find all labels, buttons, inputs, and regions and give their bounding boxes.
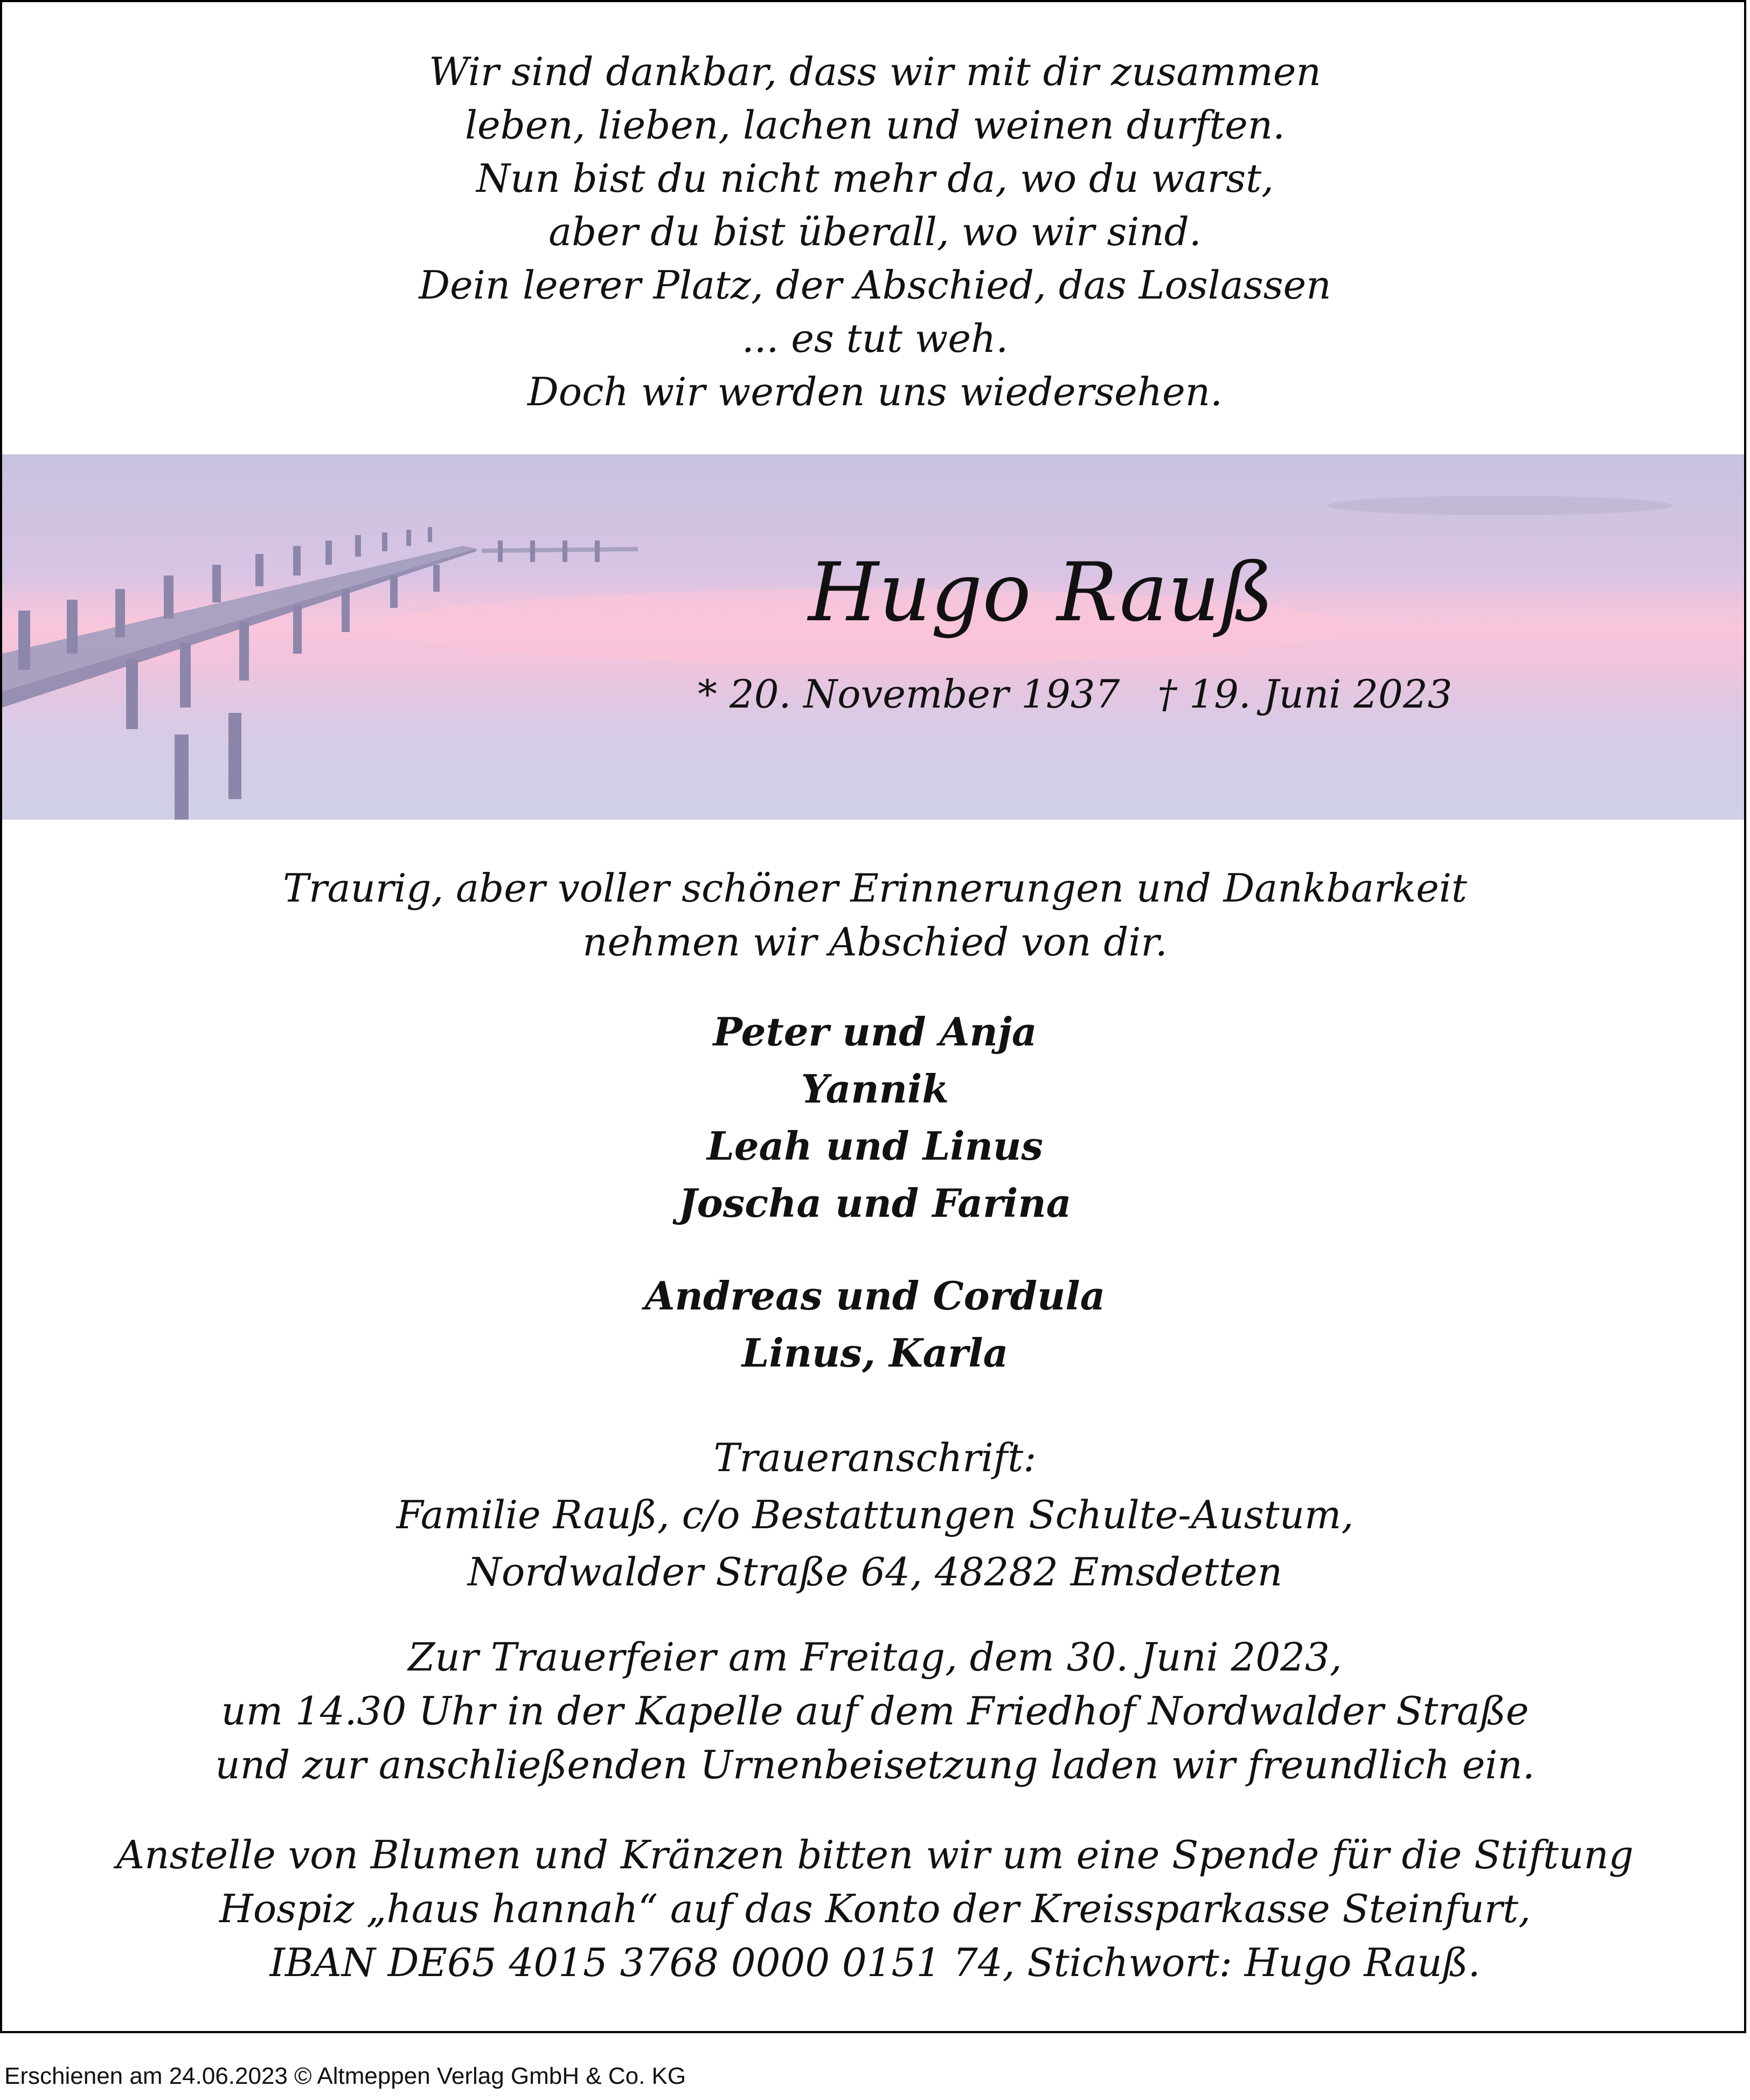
mourners-group-2: [0, 1267, 1750, 1382]
donation-line: Hospiz „haus hannah“ auf das Konto der Kreissparkasse Steinfurt,: [219, 1886, 1531, 1931]
donation-line: Anstelle von Blumen und Kränzen bitten wir um eine Spende für die Stiftung: [116, 1832, 1634, 1877]
address-line: Nordwalder Straße 64, 48282 Emsdetten: [467, 1549, 1283, 1595]
mourner-name: Leah und Linus: [707, 1123, 1043, 1169]
poem-line: aber du bist überall, wo wir sind.: [548, 209, 1202, 254]
poem-line: Dein leerer Platz, der Abschied, das Loslassen: [419, 262, 1331, 308]
mourner-name: Peter und Anja: [713, 1009, 1037, 1055]
address-line: Familie Rauß, c/o Bestattungen Schulte-Austum,: [396, 1492, 1354, 1537]
mourner-name: Joscha und Farina: [678, 1180, 1072, 1226]
mourner-name: Andreas und Cordula: [644, 1273, 1106, 1319]
donation-request: [0, 1828, 1750, 1990]
donation-line: IBAN DE65 4015 3768 0000 0151 74, Stichwort: Hugo Rauß.: [269, 1940, 1481, 1985]
intro-line: nehmen wir Abschied von dir.: [582, 919, 1168, 965]
deceased-name: Hugo Rauß: [808, 546, 1274, 640]
farewell-intro: [0, 861, 1750, 969]
mourners-group-1: [0, 1003, 1750, 1232]
service-line: und zur anschließenden Urnenbeisetzung laden wir freundlich ein.: [215, 1742, 1535, 1787]
poem-line: Nun bist du nicht mehr da, wo du warst,: [476, 156, 1274, 201]
funeral-service-info: [0, 1630, 1750, 1792]
publication-footer: Erschienen am 24.06.2023 © Altmeppen Verlag GmbH & Co. KG: [4, 2063, 686, 2089]
birth-date: * 20. November 1937: [698, 671, 1120, 717]
service-line: um 14.30 Uhr in der Kapelle auf dem Friedhof Nordwalder Straße: [221, 1688, 1529, 1734]
poem: [0, 45, 1750, 419]
poem-line: Doch wir werden uns wiedersehen.: [527, 369, 1223, 414]
service-line: Zur Trauerfeier am Freitag, dem 30. Juni 2023,: [408, 1634, 1342, 1680]
mourner-name: Yannik: [801, 1066, 949, 1112]
mourning-address: [0, 1429, 1750, 1600]
poem-line: leben, lieben, lachen und weinen durften.: [464, 102, 1286, 148]
address-line: Traueranschrift:: [713, 1435, 1037, 1480]
death-date: † 19. Juni 2023: [1157, 671, 1453, 717]
mourner-name: Linus, Karla: [741, 1330, 1009, 1376]
life-dates: [698, 670, 1506, 718]
intro-line: Traurig, aber voller schöner Erinnerungen und Dankbarkeit: [283, 865, 1467, 911]
poem-line: ... es tut weh.: [741, 316, 1009, 361]
poem-line: Wir sind dankbar, dass wir mit dir zusammen: [429, 49, 1321, 94]
